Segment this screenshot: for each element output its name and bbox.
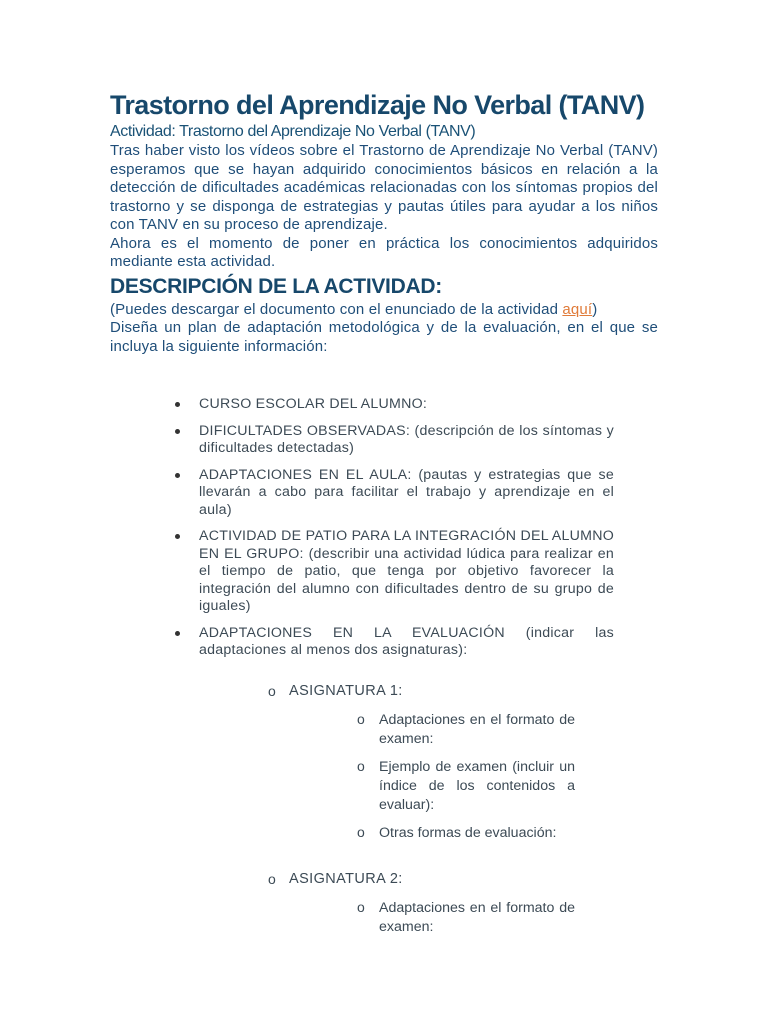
second-paragraph: Ahora es el momento de poner en práctica los conocimientos adquiridos mediante esta actividad. (110, 234, 658, 270)
section-heading: DESCRIPCIÓN DE LA ACTIVIDAD: (110, 274, 442, 298)
instruction-paragraph: Diseña un plan de adaptación metodológica y de la evaluación, en el que se incluya la siguiente información: (110, 319, 658, 355)
document-body (110, 88, 658, 356)
list-item-text: ADAPTACIONES EN LA EVALUACIÓN (indicar las adaptaciones al menos dos asignaturas): (199, 624, 614, 658)
list-item-text: ADAPTACIONES EN EL AULA: (pautas y estrategias que se llevarán a cabo para facilitar el trabajo y aprendizaje en el aula) (199, 466, 614, 518)
list-item (175, 423, 614, 458)
list-item (175, 528, 614, 616)
circle-bullet-icon: o (268, 871, 276, 887)
bullet-icon (175, 402, 180, 407)
subitem-text: Adaptaciones en el formato de examen: (379, 900, 575, 935)
circle-bullet-icon: o (357, 711, 365, 727)
download-suffix: ) (592, 300, 598, 318)
download-paragraph (110, 301, 658, 320)
list-item (175, 396, 614, 414)
intro-paragraph: Tras haber visto los vídeos sobre el Trastorno de Aprendizaje No Verbal (TANV) esperamos que se hayan adquirido conocimientos básicos en relación a la detección de dificultades académicas relacionadas con los síntomas propios del trastorno y se disponga de estrategias y pautas útiles para ayudar a los niños con TANV en su proceso de aprendizaje. (110, 142, 658, 233)
subitem-text: Otras formas de evaluación: (379, 825, 557, 841)
circle-bullet-icon: o (357, 758, 365, 774)
bullet-icon (175, 631, 180, 636)
bullet-icon (175, 534, 180, 539)
list-item-text: CURSO ESCOLAR DEL ALUMNO: (199, 396, 428, 412)
document-title: Trastorno del Aprendizaje No Verbal (TANV) (110, 90, 645, 120)
subitem-text: Adaptaciones en el formato de examen: (379, 712, 575, 747)
download-link[interactable]: aquí (562, 300, 593, 318)
activity-subtitle: Actividad: Trastorno del Aprendizaje No Verbal (TANV) (110, 123, 476, 140)
bullet-icon (175, 429, 180, 434)
subitem-text: Ejemplo de examen (incluir un índice de los contenidos a evaluar): (379, 759, 575, 813)
subject-label: ASIGNATURA 2: (289, 871, 403, 887)
list-item (175, 467, 614, 520)
download-prefix: (Puedes descargar el documento con el enunciado de la actividad (110, 300, 563, 318)
requirements-list (175, 396, 614, 669)
bullet-icon (175, 473, 180, 478)
subject-label: ASIGNATURA 1: (289, 683, 403, 699)
circle-bullet-icon: o (357, 824, 365, 840)
list-item-text: DIFICULTADES OBSERVADAS: (descripción de los síntomas y dificultades detectadas) (199, 422, 614, 456)
list-item (175, 625, 614, 660)
list-item-text: ACTIVIDAD DE PATIO PARA LA INTEGRACIÓN DEL ALUMNO EN EL GRUPO: (describir una actividad lúdica para realizar en el tiempo de patio, que tenga por objetivo favorecer la integración del alumno con dificultades dentro de su grupo de iguales) (199, 528, 614, 614)
circle-bullet-icon: o (268, 683, 276, 699)
circle-bullet-icon: o (357, 899, 365, 915)
